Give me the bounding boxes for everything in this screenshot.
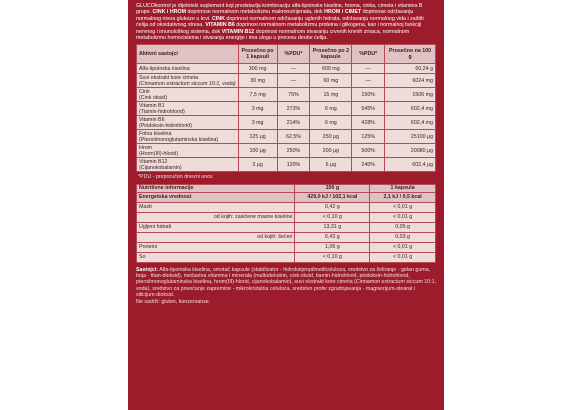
table-row — [137, 222, 436, 232]
ingredient-name: Hrom — [139, 144, 152, 151]
nutrient-label: od kojih: zasićene masne kiseline — [137, 212, 295, 222]
value-cell: 602,4 mg — [385, 116, 436, 130]
intro-bold: VITAMIN B12 — [221, 28, 255, 35]
nutrient-label: Proteini — [137, 242, 295, 252]
ingredients-text: Alfa-lipoinska kiselina, omotač kapsule (stabilizator - hidroksipropilmetilceluloza, sredstvo za želiranje - gelan guma, boja - titan-dioksid), mešavina vitamina i minerala (maltodekstrin, cink oksid, tiamin-hidrohlorid, piridoksin-hidrohlorid, pteroilmonoglutaminska kiselina, hrom(III)-hlorid, cijanokobalamin), suvi ekstrakt kore cimeta ( — [136, 266, 431, 286]
value-cell: — — [352, 64, 385, 74]
intro-bold: HROM i CIMET — [324, 9, 362, 16]
value-cell: 25100 μg — [385, 130, 436, 144]
value-cell: 7,5 mg — [238, 88, 277, 102]
nutrient-value: 1,06 g — [295, 242, 370, 252]
table-row — [137, 144, 436, 158]
pdu-footnote: *PDU - preporučen dnevni unos — [138, 174, 213, 181]
ingredient-name-cell — [137, 74, 239, 88]
table-row — [137, 102, 436, 116]
nutrient-value: 429,0 kJ / 102,1 kcal — [295, 192, 370, 202]
value-cell: 125% — [352, 130, 385, 144]
table-row — [137, 88, 436, 102]
intro-paragraph — [136, 3, 436, 41]
ingredient-form: (Cinnamon extractum siccum 10:1, voda) — [139, 80, 236, 87]
ingredient-name: Folna kiselina — [139, 130, 172, 137]
table-row — [137, 116, 436, 130]
header-cell: 100 g — [295, 185, 370, 192]
value-cell: 1506 mg — [385, 88, 436, 102]
value-cell: 602,4 μg — [385, 158, 436, 172]
intro-bold: CINK i HROM — [152, 9, 187, 16]
table-row — [137, 74, 436, 88]
value-cell: 602,4 mg — [385, 102, 436, 116]
table-row — [137, 130, 436, 144]
ingredient-form: (Cink oksid) — [139, 94, 167, 101]
value-cell: 250 μg — [310, 130, 352, 144]
value-cell: 15 mg — [310, 88, 352, 102]
nutrient-value: < 0,01 g — [370, 252, 436, 262]
ingredients-text: 10:1, voda), sredstvo za povećanje zapremine - mikrokristalna celuloza, sredstvo protiv zgrudnjavanja - magnezijum-stearat i silicijum-dioksid. — [136, 279, 436, 299]
ingredients-label: Sastojci: — [136, 266, 159, 273]
nutrient-value: 0,03 g — [370, 232, 436, 242]
nutrition-table — [136, 184, 436, 262]
value-cell: 600 mg — [310, 64, 352, 74]
intro-text: doprinosi normalnom održavanju uglenih hidrata, održavanju normalnog vida i zaštiti ćelija od oksidativnog stresa. — [136, 15, 424, 29]
value-cell: 100 μg — [238, 144, 277, 158]
value-cell: 120% — [277, 158, 310, 172]
table-header-row — [137, 45, 436, 64]
intro-text: doprinosi normalnom stvaranju crvenih krvnih zrnaca, normalnom metabolizmu homocisteina i stvaranju energije i ima ulogu u procesu deobe ćelija. — [136, 28, 410, 42]
intro-bold: CINK — [211, 15, 225, 22]
ingredient-form: (Piridoksin-hidrohlorid) — [139, 122, 192, 129]
value-cell: 200 μg — [310, 144, 352, 158]
nutrient-label: So — [137, 252, 295, 262]
value-cell: 60,24 g — [385, 64, 436, 74]
nutrient-value: 6,43 g — [295, 232, 370, 242]
table-row — [137, 212, 436, 222]
ingredient-name-cell — [137, 144, 239, 158]
ingredients-note: Ne sadrži: gluten, konzervanse. — [136, 298, 211, 305]
header-cell: Prosečno na 100 g — [385, 45, 436, 64]
value-cell: 3 mg — [238, 116, 277, 130]
value-cell: 30 mg — [238, 74, 277, 88]
value-cell: 125 μg — [238, 130, 277, 144]
value-cell: 150% — [352, 88, 385, 102]
table-row — [137, 64, 436, 74]
header-cell: Prosečno po 1 kapsuli — [238, 45, 277, 64]
ingredient-name-cell — [137, 130, 239, 144]
value-cell: 500% — [352, 144, 385, 158]
intro-text: GLUCOkontrol je dijetetski suplement koji predstavlja kombinaciju alfa-lipoinske kiseline, hroma, cinka, cimeta i vitamina B grupe. — [136, 3, 423, 16]
nutrient-value: 0,05 g — [370, 222, 436, 232]
ingredient-name-cell — [137, 64, 239, 74]
ingredient-name: Vitamin B1 — [139, 102, 165, 109]
table-row — [137, 202, 436, 212]
nutrient-value: 2,1 kJ / 0,5 kcal — [370, 192, 436, 202]
ingredients-paragraph — [136, 267, 436, 305]
value-cell: 250% — [277, 144, 310, 158]
table-row — [137, 158, 436, 172]
value-cell: — — [352, 74, 385, 88]
nutrient-label: Masti — [137, 202, 295, 212]
intro-text: doprinose normalnom metabolizmu makronutrijenata, dok — [186, 9, 325, 16]
ingredient-name-cell — [137, 116, 239, 130]
value-cell: 6 μg — [310, 158, 352, 172]
intro-bold: VITAMIN B6 — [205, 22, 235, 29]
intro-text: doprinose održavanju normalnog nivoa glukoze u krvi. — [136, 9, 414, 22]
ingredient-name: Suvi ekstrakt kore cimeta — [139, 74, 199, 81]
header-cell: 1 kapsula — [370, 185, 436, 192]
value-cell: 75% — [277, 88, 310, 102]
nutrient-value: < 0,01 g — [370, 212, 436, 222]
value-cell: 20080 μg — [385, 144, 436, 158]
header-cell: Prosečno po 2 kapsule — [310, 45, 352, 64]
nutrient-value: 0,42 g — [295, 202, 370, 212]
value-cell: 428% — [352, 116, 385, 130]
header-cell: %PDU* — [352, 45, 385, 64]
nutrient-value: < 0,10 g — [295, 212, 370, 222]
ingredient-name: Alfa-lipoinska kiselina — [139, 65, 190, 72]
table-row — [137, 192, 436, 202]
ingredient-form: (Cijanokobalamin) — [139, 164, 182, 171]
nutrient-value: < 0,01 g — [370, 242, 436, 252]
value-cell: 240% — [352, 158, 385, 172]
table-row — [137, 252, 436, 262]
value-cell: 6 mg — [310, 102, 352, 116]
value-cell: 60 mg — [310, 74, 352, 88]
ingredient-form: (Hrom(III)-hlorid) — [139, 150, 179, 157]
active-ingredients-table — [136, 44, 436, 172]
value-cell: 6 mg — [310, 116, 352, 130]
header-cell: %PDU* — [277, 45, 310, 64]
table-header-row — [137, 185, 436, 192]
ingredient-form: (Pteroilmonoglutaminska kiselina) — [139, 136, 219, 143]
nutrient-value: < 0,10 g — [295, 252, 370, 262]
value-cell: 545% — [352, 102, 385, 116]
ingredients-italic: Cinnamon extractum siccum — [355, 279, 423, 286]
value-cell: — — [277, 74, 310, 88]
value-cell: 3 mg — [238, 102, 277, 116]
supplement-label-panel — [128, 0, 444, 410]
ingredient-name-cell — [137, 158, 239, 172]
ingredient-name: Vitamin B6 — [139, 116, 165, 123]
value-cell: 3 μg — [238, 158, 277, 172]
ingredient-name: Vitamin B12 — [139, 158, 168, 165]
value-cell: 62,5% — [277, 130, 310, 144]
value-cell: 214% — [277, 116, 310, 130]
table-row — [137, 232, 436, 242]
ingredient-name-cell — [137, 88, 239, 102]
value-cell: 6024 mg — [385, 74, 436, 88]
value-cell: 273% — [277, 102, 310, 116]
header-cell: Aktivni sastojci — [137, 45, 239, 64]
table-row — [137, 242, 436, 252]
intro-text: doprinosi normalnom metabolizmu proteina i glikogena, kao i normalnoj funkciji nervnog i imunološkog sistema, dok — [136, 22, 422, 35]
header-cell: Nutritivne informacije — [137, 185, 295, 192]
value-cell: 300 mg — [238, 64, 277, 74]
nutrient-label: Energetska vrednost — [137, 192, 295, 202]
nutrient-label: Ugljeni hidrati — [137, 222, 295, 232]
ingredient-form: (Tiamin-hidrohlorid) — [139, 108, 185, 115]
nutrient-value: 13,31 g — [295, 222, 370, 232]
nutrient-label: od kojih: šećeri — [137, 232, 295, 242]
ingredient-name-cell — [137, 102, 239, 116]
nutrient-value: < 0,01 g — [370, 202, 436, 212]
ingredient-name: Cink — [139, 88, 150, 95]
value-cell: — — [277, 64, 310, 74]
